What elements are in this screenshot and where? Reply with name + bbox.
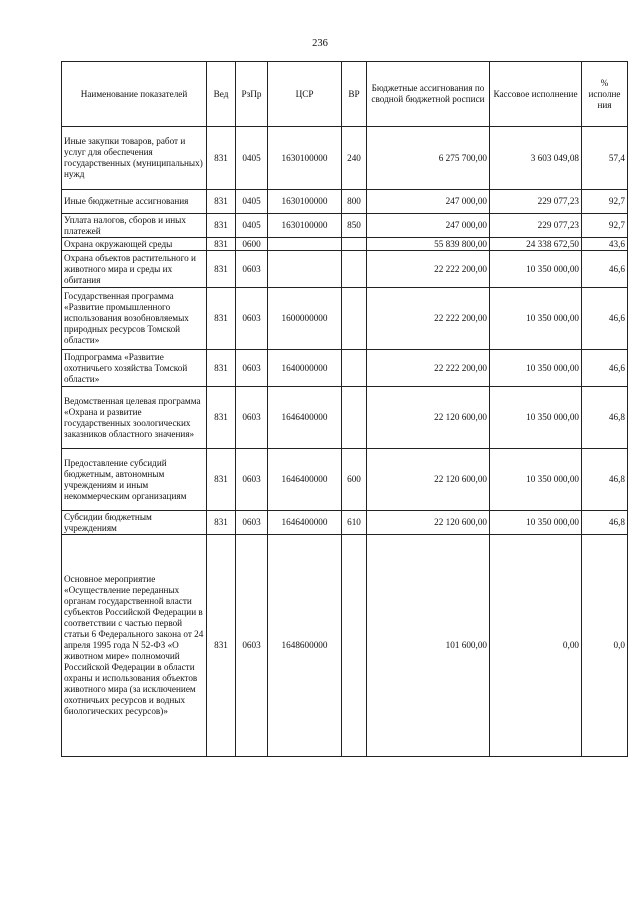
row-budget: 247 000,00 [367, 190, 490, 214]
row-ved: 831 [207, 350, 236, 387]
row-vr: 800 [342, 190, 367, 214]
header-rzpr: РзПр [236, 62, 268, 127]
row-budget: 101 600,00 [367, 535, 490, 757]
row-ved: 831 [207, 214, 236, 238]
row-budget: 22 222 200,00 [367, 251, 490, 288]
row-name: Охрана окружающей среды [62, 238, 207, 251]
row-name: Государственная программа «Развитие промышленного использования возобновляемых природных ресурсов Томской области» [62, 288, 207, 350]
row-csr: 1630100000 [268, 190, 342, 214]
row-csr: 1646400000 [268, 511, 342, 535]
header-percent: % исполне ния [582, 62, 628, 127]
row-cash: 3 603 049,08 [490, 127, 582, 190]
row-percent: 46,6 [582, 350, 628, 387]
row-rzpr: 0600 [236, 238, 268, 251]
row-name: Охрана объектов растительного и животного мира и среды их обитания [62, 251, 207, 288]
row-csr: 1648600000 [268, 535, 342, 757]
row-rzpr: 0405 [236, 214, 268, 238]
row-name: Ведомственная целевая программа «Охрана и развитие государственных зоологических заказников областного значения» [62, 387, 207, 449]
row-percent: 57,4 [582, 127, 628, 190]
row-name: Уплата налогов, сборов и иных платежей [62, 214, 207, 238]
row-percent: 43,6 [582, 238, 628, 251]
row-rzpr: 0603 [236, 350, 268, 387]
row-vr: 240 [342, 127, 367, 190]
row-ved: 831 [207, 190, 236, 214]
row-budget: 247 000,00 [367, 214, 490, 238]
row-csr: 1630100000 [268, 214, 342, 238]
row-rzpr: 0603 [236, 449, 268, 511]
row-percent: 92,7 [582, 214, 628, 238]
row-name: Подпрограмма «Развитие охотничьего хозяйства Томской области» [62, 350, 207, 387]
row-ved: 831 [207, 288, 236, 350]
row-csr [268, 238, 342, 251]
row-cash: 10 350 000,00 [490, 449, 582, 511]
row-rzpr: 0603 [236, 535, 268, 757]
row-vr [342, 387, 367, 449]
row-vr [342, 350, 367, 387]
row-csr: 1640000000 [268, 350, 342, 387]
row-name: Основное мероприятие «Осуществление переданных органам государственной власти субъектов Российской Федерации в соответствии с частью первой статьи 6 Федерального закона от 24 апреля 1995 года N 52-ФЗ «О животном мире» полномочий Российской Федерации в области охраны и использования объектов животного мира (за исключением охотничьих ресурсов и водных биологических ресурсов)» [62, 535, 207, 757]
table-row [62, 511, 628, 535]
row-percent: 46,8 [582, 387, 628, 449]
row-name: Иные бюджетные ассигнования [62, 190, 207, 214]
table-row [62, 535, 628, 757]
table-row [62, 214, 628, 238]
row-cash: 0,00 [490, 535, 582, 757]
row-budget: 22 120 600,00 [367, 511, 490, 535]
row-name: Иные закупки товаров, работ и услуг для обеспечения государственных (муниципальных) нужд [62, 127, 207, 190]
row-rzpr: 0405 [236, 127, 268, 190]
row-percent: 46,8 [582, 449, 628, 511]
row-budget: 22 222 200,00 [367, 288, 490, 350]
row-cash: 10 350 000,00 [490, 511, 582, 535]
row-vr [342, 288, 367, 350]
row-budget: 6 275 700,00 [367, 127, 490, 190]
row-cash: 10 350 000,00 [490, 387, 582, 449]
row-ved: 831 [207, 449, 236, 511]
header-name: Наименование показателей [62, 62, 207, 127]
row-percent: 46,6 [582, 288, 628, 350]
row-rzpr: 0603 [236, 387, 268, 449]
table-row [62, 190, 628, 214]
table-row [62, 238, 628, 251]
row-ved: 831 [207, 511, 236, 535]
table-row [62, 251, 628, 288]
row-cash: 229 077,23 [490, 214, 582, 238]
row-ved: 831 [207, 251, 236, 288]
row-ved: 831 [207, 127, 236, 190]
header-row [62, 62, 628, 127]
table-row [62, 387, 628, 449]
table-row [62, 127, 628, 190]
row-ved: 831 [207, 535, 236, 757]
row-cash: 10 350 000,00 [490, 350, 582, 387]
header-ved: Вед [207, 62, 236, 127]
row-vr: 600 [342, 449, 367, 511]
header-csr: ЦСР [268, 62, 342, 127]
row-name: Предоставление субсидий бюджетным, автономным учреждениям и иным некоммерческим организациям [62, 449, 207, 511]
row-budget: 22 120 600,00 [367, 449, 490, 511]
row-budget: 22 222 200,00 [367, 350, 490, 387]
row-ved: 831 [207, 387, 236, 449]
row-rzpr: 0603 [236, 288, 268, 350]
header-budget: Бюджетные ассигнования по сводной бюджетной росписи [367, 62, 490, 127]
row-percent: 46,8 [582, 511, 628, 535]
row-name: Субсидии бюджетным учреждениям [62, 511, 207, 535]
row-percent: 0,0 [582, 535, 628, 757]
row-cash: 10 350 000,00 [490, 288, 582, 350]
row-percent: 46,6 [582, 251, 628, 288]
row-vr: 850 [342, 214, 367, 238]
row-csr: 1600000000 [268, 288, 342, 350]
table-row [62, 449, 628, 511]
table-row [62, 350, 628, 387]
row-vr [342, 238, 367, 251]
budget-table [61, 61, 628, 757]
row-rzpr: 0405 [236, 190, 268, 214]
row-budget: 22 120 600,00 [367, 387, 490, 449]
row-percent: 92,7 [582, 190, 628, 214]
row-vr: 610 [342, 511, 367, 535]
row-cash: 10 350 000,00 [490, 251, 582, 288]
row-rzpr: 0603 [236, 251, 268, 288]
row-vr [342, 535, 367, 757]
row-csr: 1646400000 [268, 387, 342, 449]
row-cash: 229 077,23 [490, 190, 582, 214]
row-ved: 831 [207, 238, 236, 251]
page-number: 236 [312, 38, 328, 49]
row-csr [268, 251, 342, 288]
row-vr [342, 251, 367, 288]
row-rzpr: 0603 [236, 511, 268, 535]
row-csr: 1646400000 [268, 449, 342, 511]
row-csr: 1630100000 [268, 127, 342, 190]
row-budget: 55 839 800,00 [367, 238, 490, 251]
table-row [62, 288, 628, 350]
header-cash: Кассовое исполнение [490, 62, 582, 127]
header-vr: ВР [342, 62, 367, 127]
row-cash: 24 338 672,50 [490, 238, 582, 251]
